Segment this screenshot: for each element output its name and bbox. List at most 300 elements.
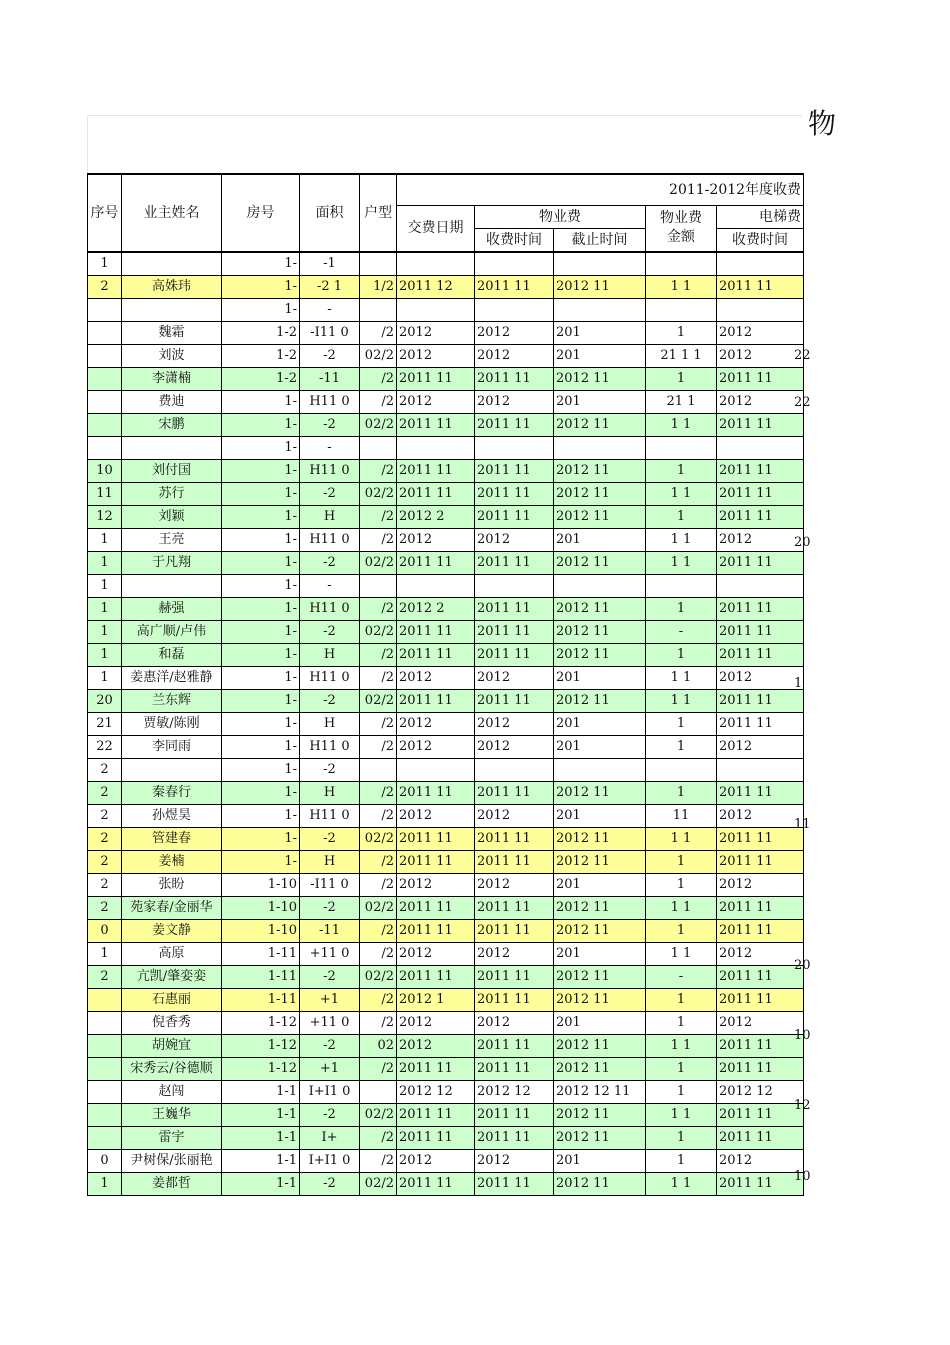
cell-owner: 刘波 — [122, 344, 222, 367]
cell-seq: 2 — [88, 275, 122, 298]
cell-pay-date: 2011 11 — [397, 850, 475, 873]
table-row — [88, 390, 804, 413]
cell-pay-date: 2012 1 — [397, 988, 475, 1011]
table-row — [88, 1126, 804, 1149]
cell-owner: 姜惠洋/赵雅静 — [122, 666, 222, 689]
table-row — [88, 873, 804, 896]
cell-owner — [122, 758, 222, 781]
table-row — [88, 643, 804, 666]
cell-area: -1 — [300, 252, 360, 276]
cell-type: 02/2 — [360, 896, 397, 919]
cell-recv-time: 2011 11 — [475, 459, 554, 482]
cell-pay-date: 2012 12 — [397, 1080, 475, 1103]
cell-prop-amount: 1 1 — [646, 666, 717, 689]
cell-seq: 2 — [88, 827, 122, 850]
cell-prop-amount: 1 — [646, 873, 717, 896]
cell-seq — [88, 390, 122, 413]
cell-type: /2 — [360, 367, 397, 390]
cell-seq — [88, 436, 122, 459]
cell-prop-amount: 21 1 — [646, 390, 717, 413]
cell-type: 02 — [360, 1034, 397, 1057]
table-row — [88, 436, 804, 459]
cell-cutoff-time: 201 — [554, 873, 646, 896]
cell-recv-time: 2011 11 — [475, 482, 554, 505]
cell-prop-amount: 1 — [646, 712, 717, 735]
cell-room: 1- — [222, 298, 300, 321]
cell-cutoff-time: 201 — [554, 321, 646, 344]
cell-elev-time: 2011 11 — [717, 896, 804, 919]
cell-owner: 费迪 — [122, 390, 222, 413]
cell-seq: 1 — [88, 597, 122, 620]
cell-elev-time: 2011 11 — [717, 597, 804, 620]
header-seq: 序号 — [88, 174, 122, 252]
cell-type: /2 — [360, 459, 397, 482]
cell-type: /2 — [360, 505, 397, 528]
cell-prop-amount: 1 — [646, 781, 717, 804]
cell-type: /2 — [360, 873, 397, 896]
title-frame — [87, 115, 802, 173]
cell-elev-time: 2011 11 — [717, 712, 804, 735]
cell-type: 02/2 — [360, 551, 397, 574]
cell-recv-time: 2011 11 — [475, 689, 554, 712]
cell-owner — [122, 252, 222, 276]
cell-cutoff-time: 2012 11 — [554, 643, 646, 666]
table-row — [88, 1057, 804, 1080]
cell-owner — [122, 436, 222, 459]
cell-pay-date: 2012 — [397, 528, 475, 551]
cell-owner: 李同雨 — [122, 735, 222, 758]
table-row — [88, 551, 804, 574]
cell-room: 1-12 — [222, 1034, 300, 1057]
cell-prop-amount: 1 1 — [646, 413, 717, 436]
cell-pay-date: 2011 11 — [397, 1172, 475, 1195]
cell-type — [360, 436, 397, 459]
cell-pay-date: 2012 — [397, 321, 475, 344]
cell-area: +11 0 — [300, 1011, 360, 1034]
cell-room: 1-1 — [222, 1103, 300, 1126]
cell-type: 02/2 — [360, 1172, 397, 1195]
cell-owner: 高姝玮 — [122, 275, 222, 298]
cell-area: H11 0 — [300, 390, 360, 413]
cell-cutoff-time: 2012 11 — [554, 275, 646, 298]
cell-owner: 兰东辉 — [122, 689, 222, 712]
cell-elev-time: 2012 — [717, 528, 804, 551]
cell-prop-amount: 1 — [646, 597, 717, 620]
cell-cutoff-time: 201 — [554, 1011, 646, 1034]
cell-owner: 亢凯/肇娈娈 — [122, 965, 222, 988]
cell-type: 1/2 — [360, 275, 397, 298]
table-row — [88, 1034, 804, 1057]
cell-pay-date: 2011 11 — [397, 1057, 475, 1080]
cell-type: /2 — [360, 643, 397, 666]
cell-prop-amount: 1 — [646, 643, 717, 666]
cell-pay-date: 2012 — [397, 712, 475, 735]
table-row — [88, 1172, 804, 1195]
cell-owner: 刘颖 — [122, 505, 222, 528]
cell-recv-time: 2011 11 — [475, 597, 554, 620]
cell-area: -I11 0 — [300, 873, 360, 896]
cell-type: /2 — [360, 597, 397, 620]
table-row — [88, 758, 804, 781]
cell-cutoff-time: 2012 11 — [554, 367, 646, 390]
cell-owner: 赫强 — [122, 597, 222, 620]
cell-pay-date — [397, 252, 475, 276]
cell-pay-date: 2012 2 — [397, 505, 475, 528]
cell-elev-time: 2011 11 — [717, 1057, 804, 1080]
cell-prop-amount: 1 — [646, 1080, 717, 1103]
cell-elev-time: 2012 — [717, 1011, 804, 1034]
cell-recv-time: 2011 11 — [475, 413, 554, 436]
cell-elev-time: 2011 11 — [717, 551, 804, 574]
cell-prop-amount: 1 — [646, 735, 717, 758]
table-row — [88, 574, 804, 597]
table-row — [88, 367, 804, 390]
cell-elev-time: 2011 11 — [717, 413, 804, 436]
header-elev-fee: 电梯费 — [717, 205, 804, 228]
table-row — [88, 1080, 804, 1103]
cell-pay-date: 2011 11 — [397, 643, 475, 666]
cell-recv-time: 2012 — [475, 666, 554, 689]
cell-area: -2 — [300, 896, 360, 919]
cell-elev-time: 2012 — [717, 344, 804, 367]
cell-pay-date: 2011 11 — [397, 1126, 475, 1149]
cell-owner: 姜楠 — [122, 850, 222, 873]
cell-prop-amount: 1 1 — [646, 275, 717, 298]
cell-pay-date: 2011 11 — [397, 689, 475, 712]
cell-elev-time: 2011 11 — [717, 482, 804, 505]
cell-room: 1-1 — [222, 1149, 300, 1172]
cell-seq: 2 — [88, 873, 122, 896]
cell-room: 1-2 — [222, 344, 300, 367]
cell-prop-amount: - — [646, 620, 717, 643]
cell-cutoff-time — [554, 574, 646, 597]
cell-prop-amount — [646, 252, 717, 276]
cell-prop-amount: 1 — [646, 1149, 717, 1172]
cell-cutoff-time — [554, 758, 646, 781]
cell-cutoff-time: 2012 11 — [554, 1057, 646, 1080]
cell-pay-date: 2012 — [397, 1149, 475, 1172]
cell-recv-time: 2011 11 — [475, 620, 554, 643]
table-row — [88, 919, 804, 942]
cell-room: 1-10 — [222, 919, 300, 942]
cell-prop-amount: 1 — [646, 1057, 717, 1080]
table-row — [88, 275, 804, 298]
cell-room: 1-11 — [222, 988, 300, 1011]
elev-fee-overflow: 10 — [794, 1027, 811, 1043]
cell-seq — [88, 298, 122, 321]
cell-owner: 倪香秀 — [122, 1011, 222, 1034]
cell-recv-time: 2012 — [475, 321, 554, 344]
cell-type: /2 — [360, 712, 397, 735]
cell-recv-time: 2011 11 — [475, 1172, 554, 1195]
cell-pay-date: 2012 — [397, 804, 475, 827]
cell-owner: 和磊 — [122, 643, 222, 666]
cell-recv-time: 2011 11 — [475, 919, 554, 942]
cell-owner: 秦春行 — [122, 781, 222, 804]
cell-cutoff-time — [554, 436, 646, 459]
cell-recv-time: 2012 — [475, 712, 554, 735]
cell-owner: 张盼 — [122, 873, 222, 896]
cell-room: 1- — [222, 436, 300, 459]
cell-room: 1- — [222, 413, 300, 436]
cell-prop-amount: 1 — [646, 1126, 717, 1149]
cell-prop-amount: 1 — [646, 1011, 717, 1034]
cell-prop-amount: 1 1 — [646, 482, 717, 505]
cell-room: 1- — [222, 735, 300, 758]
cell-elev-time: 2012 — [717, 735, 804, 758]
cell-cutoff-time: 201 — [554, 804, 646, 827]
cell-elev-time: 2011 11 — [717, 827, 804, 850]
cell-cutoff-time: 201 — [554, 735, 646, 758]
cell-type — [360, 252, 397, 276]
cell-cutoff-time: 2012 12 11 — [554, 1080, 646, 1103]
cell-cutoff-time: 2012 11 — [554, 482, 646, 505]
cell-seq — [88, 1080, 122, 1103]
cell-area: H11 0 — [300, 597, 360, 620]
cell-area: -I11 0 — [300, 321, 360, 344]
cell-owner: 苑家春/金丽华 — [122, 896, 222, 919]
cell-cutoff-time: 2012 11 — [554, 551, 646, 574]
cell-elev-time: 2012 — [717, 804, 804, 827]
table-row — [88, 344, 804, 367]
header-owner: 业主姓名 — [122, 174, 222, 252]
cell-area: H11 0 — [300, 528, 360, 551]
cell-area: H11 0 — [300, 804, 360, 827]
cell-room: 1- — [222, 689, 300, 712]
cell-seq: 1 — [88, 528, 122, 551]
cell-pay-date: 2011 11 — [397, 482, 475, 505]
cell-area: -11 — [300, 367, 360, 390]
cell-prop-amount: 1 — [646, 321, 717, 344]
cell-seq: 2 — [88, 896, 122, 919]
cell-seq: 12 — [88, 505, 122, 528]
cell-area: -2 — [300, 344, 360, 367]
cell-elev-time: 2011 11 — [717, 620, 804, 643]
cell-cutoff-time: 2012 11 — [554, 896, 646, 919]
cell-seq: 1 — [88, 574, 122, 597]
cell-room: 1- — [222, 712, 300, 735]
cell-room: 1- — [222, 643, 300, 666]
cell-recv-time: 2011 11 — [475, 827, 554, 850]
cell-cutoff-time: 2012 11 — [554, 689, 646, 712]
cell-cutoff-time: 2012 11 — [554, 1103, 646, 1126]
cell-elev-time: 2011 11 — [717, 919, 804, 942]
cell-seq — [88, 1103, 122, 1126]
cell-recv-time: 2011 11 — [475, 275, 554, 298]
cell-area: I+ — [300, 1126, 360, 1149]
cell-prop-amount: 1 1 — [646, 942, 717, 965]
cell-type — [360, 574, 397, 597]
cell-room: 1-1 — [222, 1080, 300, 1103]
cell-prop-amount: 1 1 — [646, 1172, 717, 1195]
cell-type: /2 — [360, 942, 397, 965]
cell-pay-date: 2011 12 — [397, 275, 475, 298]
cell-area: - — [300, 436, 360, 459]
cell-room: 1- — [222, 528, 300, 551]
cell-area: +11 0 — [300, 942, 360, 965]
season-title: 2011-2012年度收费 — [397, 174, 804, 205]
cell-prop-amount: 1 — [646, 505, 717, 528]
cell-area: -2 — [300, 620, 360, 643]
cell-owner: 尹树保/张丽艳 — [122, 1149, 222, 1172]
cell-owner — [122, 298, 222, 321]
cell-elev-time: 2012 12 — [717, 1080, 804, 1103]
cell-room: 1-10 — [222, 873, 300, 896]
cell-room: 1- — [222, 781, 300, 804]
cell-prop-amount: - — [646, 965, 717, 988]
table-row — [88, 528, 804, 551]
cell-seq: 1 — [88, 252, 122, 276]
cell-elev-time: 2012 — [717, 321, 804, 344]
cell-cutoff-time: 2012 11 — [554, 1034, 646, 1057]
cell-area: -11 — [300, 919, 360, 942]
cell-recv-time: 2011 11 — [475, 1126, 554, 1149]
cell-owner — [122, 574, 222, 597]
cell-room: 1- — [222, 482, 300, 505]
cell-area: -2 — [300, 1034, 360, 1057]
table-row — [88, 459, 804, 482]
cell-recv-time: 2012 — [475, 1149, 554, 1172]
cell-area: H — [300, 712, 360, 735]
elev-fee-overflow: 11 — [794, 816, 811, 832]
cell-room: 1- — [222, 597, 300, 620]
cell-type: 02/2 — [360, 620, 397, 643]
cell-recv-time — [475, 298, 554, 321]
cell-recv-time: 2012 — [475, 344, 554, 367]
cell-owner: 高广顺/卢伟 — [122, 620, 222, 643]
cell-elev-time: 2011 11 — [717, 367, 804, 390]
header-recv-time: 收费时间 — [475, 228, 554, 252]
table-row — [88, 298, 804, 321]
cell-recv-time — [475, 252, 554, 276]
table-row — [88, 413, 804, 436]
cell-seq: 10 — [88, 459, 122, 482]
cell-prop-amount: 1 — [646, 988, 717, 1011]
cell-area: +1 — [300, 1057, 360, 1080]
cell-recv-time: 2012 — [475, 804, 554, 827]
cell-pay-date: 2011 11 — [397, 551, 475, 574]
cell-pay-date: 2012 — [397, 1034, 475, 1057]
cell-seq — [88, 1057, 122, 1080]
cell-room: 1-2 — [222, 321, 300, 344]
cell-owner: 姜文静 — [122, 919, 222, 942]
cell-room: 1- — [222, 850, 300, 873]
cell-seq: 2 — [88, 758, 122, 781]
cell-owner: 宋鹏 — [122, 413, 222, 436]
header-pay-date: 交费日期 — [397, 205, 475, 252]
cell-pay-date — [397, 298, 475, 321]
cell-elev-time — [717, 298, 804, 321]
cell-prop-amount — [646, 298, 717, 321]
cell-elev-time: 2011 11 — [717, 965, 804, 988]
cell-area: H11 0 — [300, 735, 360, 758]
cell-owner: 胡婉宜 — [122, 1034, 222, 1057]
cell-elev-time: 2011 11 — [717, 1034, 804, 1057]
cell-cutoff-time: 2012 11 — [554, 850, 646, 873]
table-row — [88, 1103, 804, 1126]
cell-prop-amount — [646, 436, 717, 459]
cell-elev-time: 2011 11 — [717, 643, 804, 666]
cell-recv-time: 2011 11 — [475, 551, 554, 574]
cell-room: 1-1 — [222, 1126, 300, 1149]
cell-area: -2 — [300, 1103, 360, 1126]
cell-cutoff-time: 201 — [554, 344, 646, 367]
header-room: 房号 — [222, 174, 300, 252]
cell-owner: 魏霜 — [122, 321, 222, 344]
cell-seq: 1 — [88, 1172, 122, 1195]
cell-cutoff-time: 2012 11 — [554, 988, 646, 1011]
cell-prop-amount: 21 1 1 — [646, 344, 717, 367]
table-row — [88, 689, 804, 712]
cell-type: /2 — [360, 735, 397, 758]
cell-cutoff-time: 201 — [554, 390, 646, 413]
cell-pay-date: 2011 11 — [397, 1103, 475, 1126]
cell-cutoff-time — [554, 252, 646, 276]
cell-prop-amount: 1 1 — [646, 528, 717, 551]
cell-area: H — [300, 643, 360, 666]
cell-owner: 李潇楠 — [122, 367, 222, 390]
cell-cutoff-time: 2012 11 — [554, 620, 646, 643]
cell-recv-time: 2012 — [475, 1011, 554, 1034]
header-type: 户型 — [360, 174, 397, 252]
cell-type: /2 — [360, 666, 397, 689]
cell-seq: 1 — [88, 643, 122, 666]
cell-recv-time: 2012 — [475, 942, 554, 965]
cell-cutoff-time: 2012 11 — [554, 459, 646, 482]
cell-pay-date: 2011 11 — [397, 781, 475, 804]
cell-area: -2 — [300, 482, 360, 505]
cell-type: 02/2 — [360, 482, 397, 505]
cell-seq: 22 — [88, 735, 122, 758]
cell-seq: 21 — [88, 712, 122, 735]
cell-seq: 2 — [88, 804, 122, 827]
table-row — [88, 965, 804, 988]
cell-elev-time: 2012 — [717, 390, 804, 413]
cell-pay-date: 2012 — [397, 390, 475, 413]
cell-area: I+I1 0 — [300, 1080, 360, 1103]
cell-type: /2 — [360, 1149, 397, 1172]
cell-recv-time: 2012 — [475, 735, 554, 758]
cell-elev-time: 2012 — [717, 942, 804, 965]
cell-pay-date: 2011 11 — [397, 919, 475, 942]
cell-cutoff-time — [554, 298, 646, 321]
cell-pay-date: 2011 11 — [397, 620, 475, 643]
header-prop-fee: 物业费 — [475, 205, 646, 228]
cell-recv-time: 2012 — [475, 390, 554, 413]
cell-pay-date: 2011 11 — [397, 413, 475, 436]
cell-seq: 11 — [88, 482, 122, 505]
table-row — [88, 942, 804, 965]
cell-cutoff-time: 2012 11 — [554, 413, 646, 436]
table-row — [88, 781, 804, 804]
cell-elev-time: 2012 — [717, 873, 804, 896]
cell-type: /2 — [360, 321, 397, 344]
cell-area: -2 — [300, 965, 360, 988]
cell-area: I+I1 0 — [300, 1149, 360, 1172]
cell-area: H — [300, 850, 360, 873]
elev-fee-overflow: 10 — [794, 1168, 811, 1184]
cell-prop-amount: 1 1 — [646, 896, 717, 919]
cell-elev-time — [717, 252, 804, 276]
cell-cutoff-time: 2012 11 — [554, 597, 646, 620]
cell-owner: 王亮 — [122, 528, 222, 551]
cell-pay-date: 2011 11 — [397, 896, 475, 919]
cell-recv-time: 2011 11 — [475, 1103, 554, 1126]
cell-recv-time: 2011 11 — [475, 505, 554, 528]
cell-pay-date: 2012 — [397, 666, 475, 689]
cell-recv-time: 2012 — [475, 528, 554, 551]
cell-room: 1- — [222, 620, 300, 643]
